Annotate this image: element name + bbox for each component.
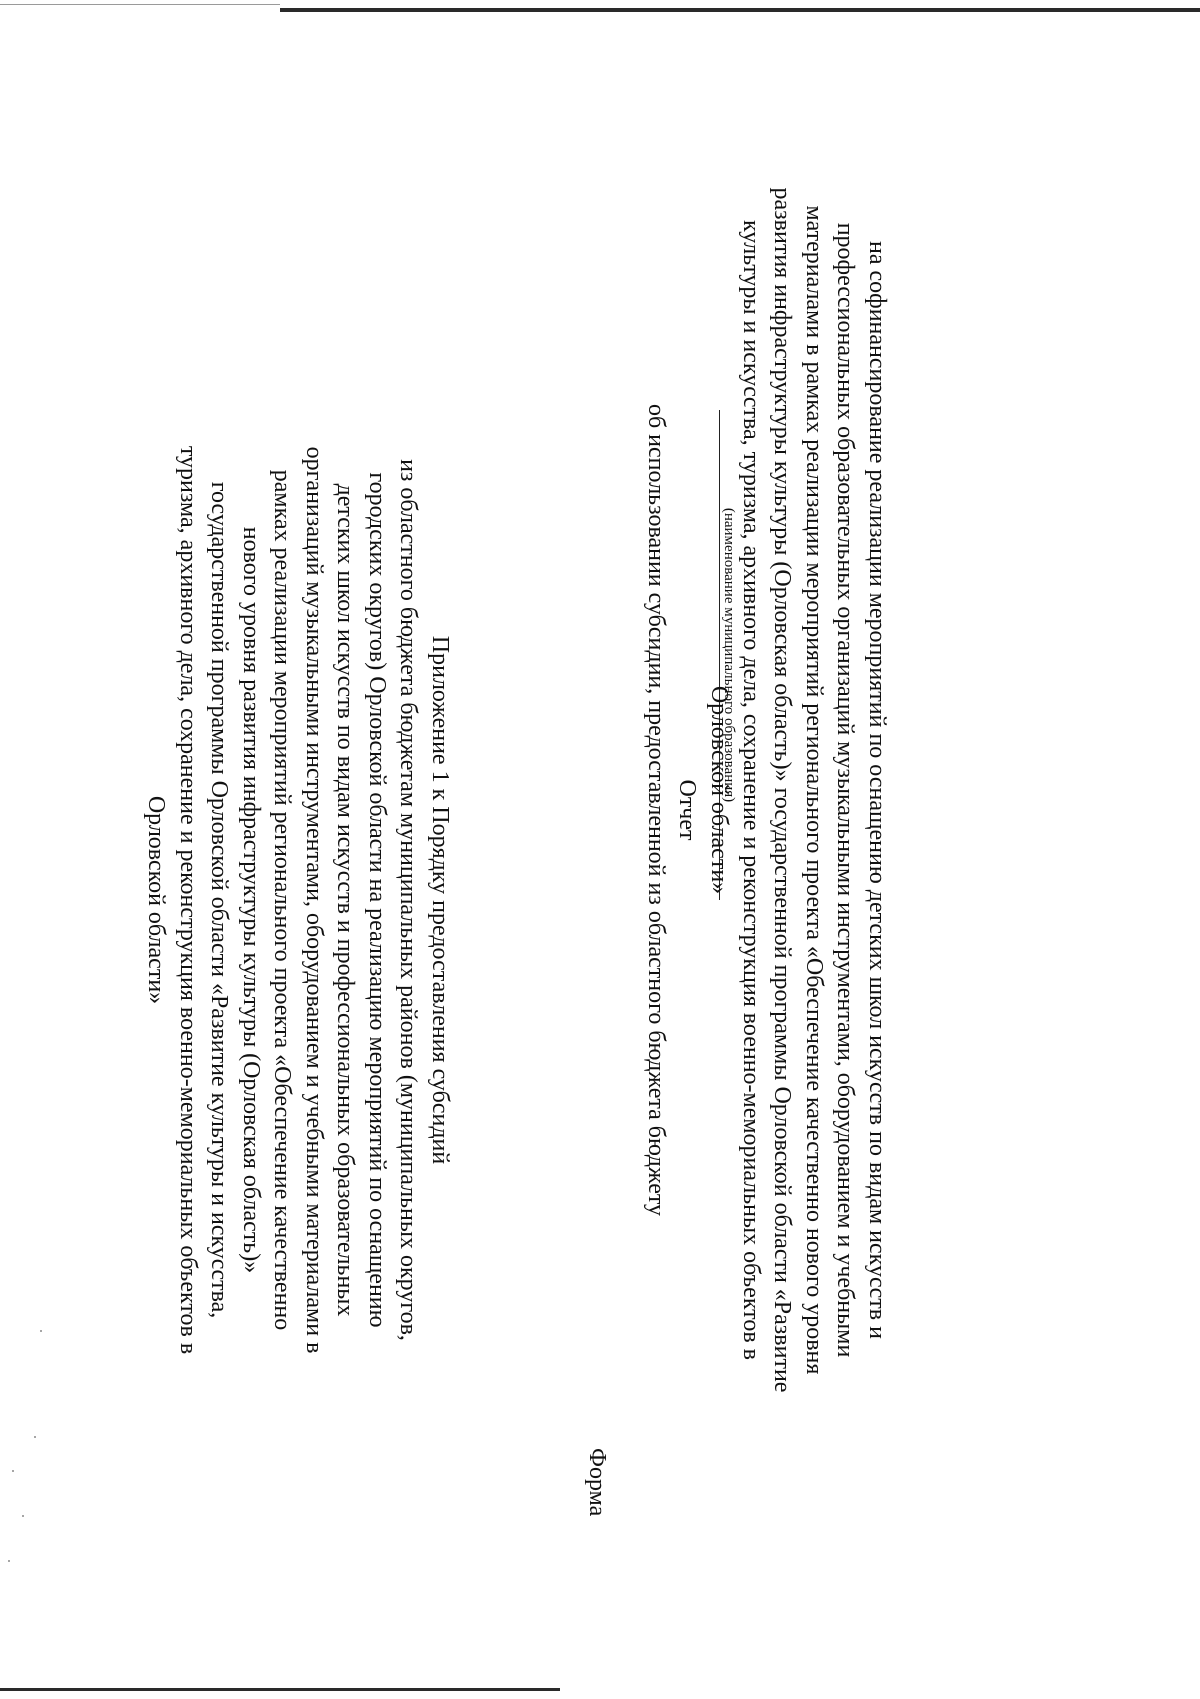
report-purpose-line: развития инфраструктуры культуры (Орловская область)» государственной программы Орловской области «Развитие: [769, 187, 796, 1393]
report-purpose-line: культуры и искусства, туризма, архивного дела, сохранение и реконструкция военно-мемориальных объектов в: [738, 219, 764, 1361]
appendix-line: рамках реализации мероприятий регионального проекта «Обеспечение качественно: [269, 469, 296, 1331]
form-label: Форма: [584, 1448, 610, 1517]
appendix-line: нового уровня развития инфраструктуры культуры (Орловская область)»: [238, 526, 264, 1274]
appendix-line: детских школ искусств по видам искусств и профессиональных образовательных: [332, 483, 359, 1317]
appendix-line: туризма, архивного дела, сохранение и реконструкция военно-мемориальных объектов в: [175, 445, 201, 1355]
appendix-line: городских округов) Орловской области на реализацию мероприятий по оснащению: [364, 472, 390, 1328]
appendix-line: Приложение 1 к Порядку предоставления субсидий: [427, 635, 453, 1165]
report-title: Отчет: [674, 779, 700, 841]
report-heading: [640, 150, 702, 1470]
appendix-line: из областного бюджета бюджетам муниципальных районов (муниципальных округов,: [395, 459, 422, 1341]
report-purpose-line: на софинансирование реализации мероприятий по оснащению детских школ искусств по видам искусств и: [864, 241, 890, 1339]
appendix-line: организаций музыкальными инструментами, оборудованием и учебными материалами в: [301, 446, 327, 1354]
report-purpose-line: профессиональных образовательных организаций музыкальными инструментами, оборудованием и учебными: [832, 222, 859, 1358]
report-purpose: [703, 100, 892, 1480]
appendix-header: [140, 240, 455, 1560]
appendix-line: государственной программы Орловской области «Развитие культуры и искусства,: [206, 481, 233, 1319]
municipality-caption: (наименование муниципального образования): [721, 507, 737, 803]
report-subtitle: об использовании субсидии, предоставленной из областного бюджета бюджету: [643, 403, 669, 1217]
appendix-line: Орловской области»: [143, 795, 170, 1005]
report-purpose-line: Орловской области»: [706, 685, 733, 895]
report-purpose-line: материалами в рамках реализации мероприятий регионального проекта «Обеспечение качественно нового уровня: [801, 205, 827, 1375]
